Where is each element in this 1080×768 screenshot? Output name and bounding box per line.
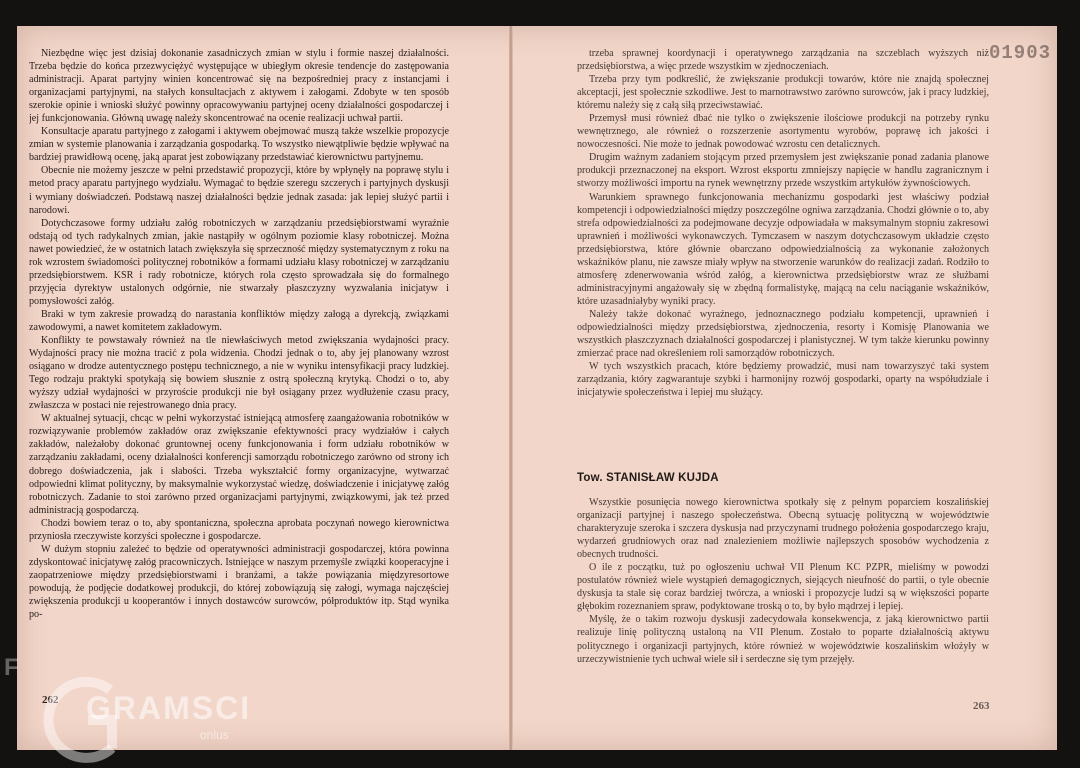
right-page-speech-text	[577, 496, 989, 666]
paragraph: Obecnie nie możemy jeszcze w pełni przedstawić propozycji, które by wpłynęły na poprawę stylu i metod pracy aparatu partyjnego wydziału. Wymagać to będzie szeregu szczerych i partyjnych dyskusji i wymiany doświadczeń. Podstawą naszej działalności będzie jednak zasada: jak lepiej służyć partii i narodowi.	[29, 165, 449, 216]
paragraph: Konflikty te powstawały również na tle niewłaściwych metod zwiększania wydajności pracy. Wydajności pracy nie można tracić z pola widzenia. Chodzi jednak o to, aby jej planowany wzrost osiągano w drodze autentycznego postępu technicznego, a nie w wyniku intensyfikacji pracy ludzkiej. Tego rodzaju praktyki spotykają się bowiem słusznie z ostrą społeczną krytyką. Chodzi o to, aby wyższy udział wydajności w przyroście produkcji nie był osiągany przez wydłużenie czasu pracy, zwłaszcza w postaci nie rejestrowanego dnia pracy.	[29, 335, 449, 412]
watermark-prefix: F	[4, 654, 19, 681]
paragraph: Warunkiem sprawnego funkcjonowania mechanizmu gospodarki jest właściwy podział kompetencji i odpowiedzialności między poszczególne ogniwa zarządzania. Chodzi głównie o to, aby strefa odpowiedzialności za podejmowane decyzje odpowiadała w maksymalnym stopniu zakresowi uprawnień i możliwości wykonawczych. Tymczasem w naszym dotychczasowym układzie często przedsiębiorstwa, które głównie obarczano odpowiedzialnością za wykonanie założonych wskaźników planu, nie zawsze miały wpływ na stworzenie warunków do realizacji zadań. Rodziło to atmosferę zdenerwowania wśród załóg, a kierownictwa przedsiębiorstw wraz ze służbami administracyjnymi angażowały się w zbędną formalistykę, mającą na celu naciąganie wskaźników, które uzasadniałyby wyniki pracy.	[577, 191, 989, 307]
paragraph: Konsultacje aparatu partyjnego z załogami i aktywem obejmować muszą także wszelkie propozycje zmian w systemie planowania i zarządzania gospodarką. To wszystko niewątpliwie będzie wpływać na bardziej prawidłową ocenę, jaką aparat jest zobowiązany przedstawiać kierownictwu partyjnemu.	[29, 126, 449, 164]
paragraph: Dotychczasowe formy udziału załóg robotniczych w zarządzaniu przedsiębiorstwami wyraźnie odstają od tych radykalnych zmian, jakie nastąpiły w ogólnym poziomie klasy robotniczej. Można nawet powiedzieć, że w ostatnich latach zwiększyła się sprzeczność między systematycznym z roku na rok wzrostem świadomości politycznej robotników a formami udziału klasy robotniczej w zarządzaniu przedsiębiorstwem. KSR i rady robotnicze, których rola często sprowadzała się do formalnego przyjęcia dyrektyw ustalonych odgórnie, nie stwarzały płaszczyzny wyzwalania inicjatyw i pomysłowości załóg.	[29, 217, 449, 307]
paragraph: Trzeba przy tym podkreślić, że zwiększanie produkcji towarów, które nie znajdą społecznej akceptacji, jest społecznie szkodliwe. Jest to marnotrawstwo zarówno surowców, jak i pracy ludzkiej, któremu należy się z całą siłą przeciwstawiać.	[577, 74, 989, 112]
paragraph: trzeba sprawnej koordynacji i operatywnego zarządzania na szczeblach wyższych niż przedsiębiorstwa, a więc przede wszystkim w zjednoczeniach.	[577, 48, 989, 73]
left-page-text	[29, 47, 449, 621]
paragraph: Należy także dokonać wyraźnego, jednoznacznego podziału kompetencji, uprawnień i odpowiedzialności między przedsiębiorstwa, zjednoczenia, resorty i Komisję Planowania we wszystkich płaszczyznach działalności gospodarczej i planistycznej. W tym także kierunku powinny zmierzać prace nad określeniem roli samorządów robotniczych.	[577, 308, 989, 360]
paragraph: Niezbędne więc jest dzisiaj dokonanie zasadniczych zmian w stylu i formie naszej działalności. Trzeba będzie do końca przezwyciężyć występujące w ubiegłym okresie tendencje do zastępowania administracji. Aparat partyjny winien koncentrować się na bezpośredniej pracy z instancjami i organizacjami partyjnymi, na stałych konsultacjach z aktywem i załogami. Zdobyte w ten sposób szerokie opinie i wnioski służyć powinny opracowywaniu partyjnej oceny działalności gospodarczej i jej funkcjonowania. Główną uwagę należy skoncentrować na ocenie realizacji uchwał partii.	[29, 48, 449, 125]
page-number-right: 263	[973, 700, 990, 712]
archive-stamp: 01903	[988, 42, 1051, 64]
paragraph: Chodzi bowiem teraz o to, aby spontaniczna, społeczna aprobata poczynań nowego kierownictwa przyniosła rzeczywiste korzyści społeczne i gospodarcze.	[29, 517, 449, 542]
page-number-left: 262	[42, 694, 59, 706]
left-page	[29, 26, 449, 750]
paragraph: Wszystkie posunięcia nowego kierownictwa spotkały się z pełnym poparciem koszalińskiej organizacji partyjnej i naszego społeczeństwa. Obecną sytuację polityczną w województwie charakteryzuje szeroka i szczera dyskusja nad przyczynami trudnego położenia gospodarczego kraju, wydarzeń grudniowych oraz nad znalezieniem możliwie najlepszych sposobów wychodzenia z obecnych trudności.	[577, 497, 989, 561]
watermark-text: GRAMSCI	[86, 690, 252, 726]
watermark-subtext: onlus	[200, 728, 229, 742]
paragraph: W tych wszystkich pracach, które będziemy prowadzić, musi nam towarzyszyć taki system zarządzania, który zagwarantuje szybki i harmonijny rozwój gospodarki, oparty na współudziale i inicjatywie społeczeństwa i lepiej mu służący.	[577, 361, 989, 399]
speaker-heading: Tow. STANISŁAW KUJDA	[577, 472, 719, 484]
paragraph: Myślę, że o takim rozwoju dyskusji zadecydowała konsekwencja, z jaką kierownictwo partii realizuje linię polityczną ustaloną na VII Plenum. Zostało to poparte działalnością aktywu politycznego i organizacji partyjnych, które również w województwie koszalińskim włożyły w urzeczywistnienie tych uchwał wiele sił i serdeczne się tym przejęły.	[577, 614, 989, 665]
paragraph: Przemysł musi również dbać nie tylko o zwiększenie ilościowe produkcji na potrzeby rynku wewnętrznego, ale również o rozszerzenie asortymentu wyrobów, poprawę ich jakości i nowoczesności. Nie może to jednak powodować wzrostu cen detalicznych.	[577, 113, 989, 151]
paragraph: W dużym stopniu zależeć to będzie od operatywności administracji gospodarczej, która powinna zdyskontować inicjatywę załóg pracowniczych. Istniejące w naszym przemyśle związki kooperacyjne i zaopatrzeniowe między przedsiębiorstwami i branżami, a także powiązania międzyresortowe powodują, że podjęcie dodatkowej produkcji, do której zobowiązują się załogi, wymaga najczęściej zwiększenia produkcji u kooperantów i innych dostawców surowców, półproduktów itp. Stąd wynika po-	[29, 543, 449, 621]
paragraph: Drugim ważnym zadaniem stojącym przed przemysłem jest zwiększanie ponad zadania planowe produkcji przeznaczonej na eksport. Wzrost eksportu zmniejszy napięcie w handlu zagranicznym i stworzy możliwości importu na rynek wewnętrzny przede wszystkim artykułów żywnościowych.	[577, 152, 989, 190]
book-gutter	[509, 26, 513, 750]
paragraph: Braki w tym zakresie prowadzą do narastania konfliktów między załogą a dyrekcją, związkami zawodowymi, a nawet komitetem zakładowym.	[29, 308, 449, 333]
right-page-text	[577, 47, 989, 399]
paragraph: W aktualnej sytuacji, chcąc w pełni wykorzystać istniejącą atmosferę zaangażowania robotników w rozwiązywanie problemów zakładów oraz zwiększanie efektywności pracy wydziałów i całych zakładów, należałoby dokonać gruntownej oceny funkcjonowania i form udziału robotników w zarządzaniu zakładami, oceny działalności konferencji samorządu robotniczego zarówno od strony ich dobrego doświadczenia, jak i słabości. Trzeba wykształcić formy organizacyjne, wytwarzać odpowiedni klimat polityczny, by maksymalnie wykorzystać wiedzę, doświadczenie i inicjatywę załóg robotniczych. Zadanie to stoi zarówno przed organizacjami partyjnymi, związkowymi, jak też przed administracją gospodarczą.	[29, 413, 449, 516]
paragraph: O ile z początku, tuż po ogłoszeniu uchwał VII Plenum KC PZPR, mieliśmy w powodzi postulatów również wiele wystąpień demagogicznych, siejących nieufność do partii, o tyle obecnie dyskusja ta stale się coraz bardziej twórcza, a wnioski i propozycje ludzi są w większości poparte głębokim rozeznaniem spraw, podyktowane troską o to, by było mądrzej i lepiej.	[577, 562, 989, 613]
book-spread	[17, 26, 1057, 750]
right-page	[577, 26, 989, 750]
